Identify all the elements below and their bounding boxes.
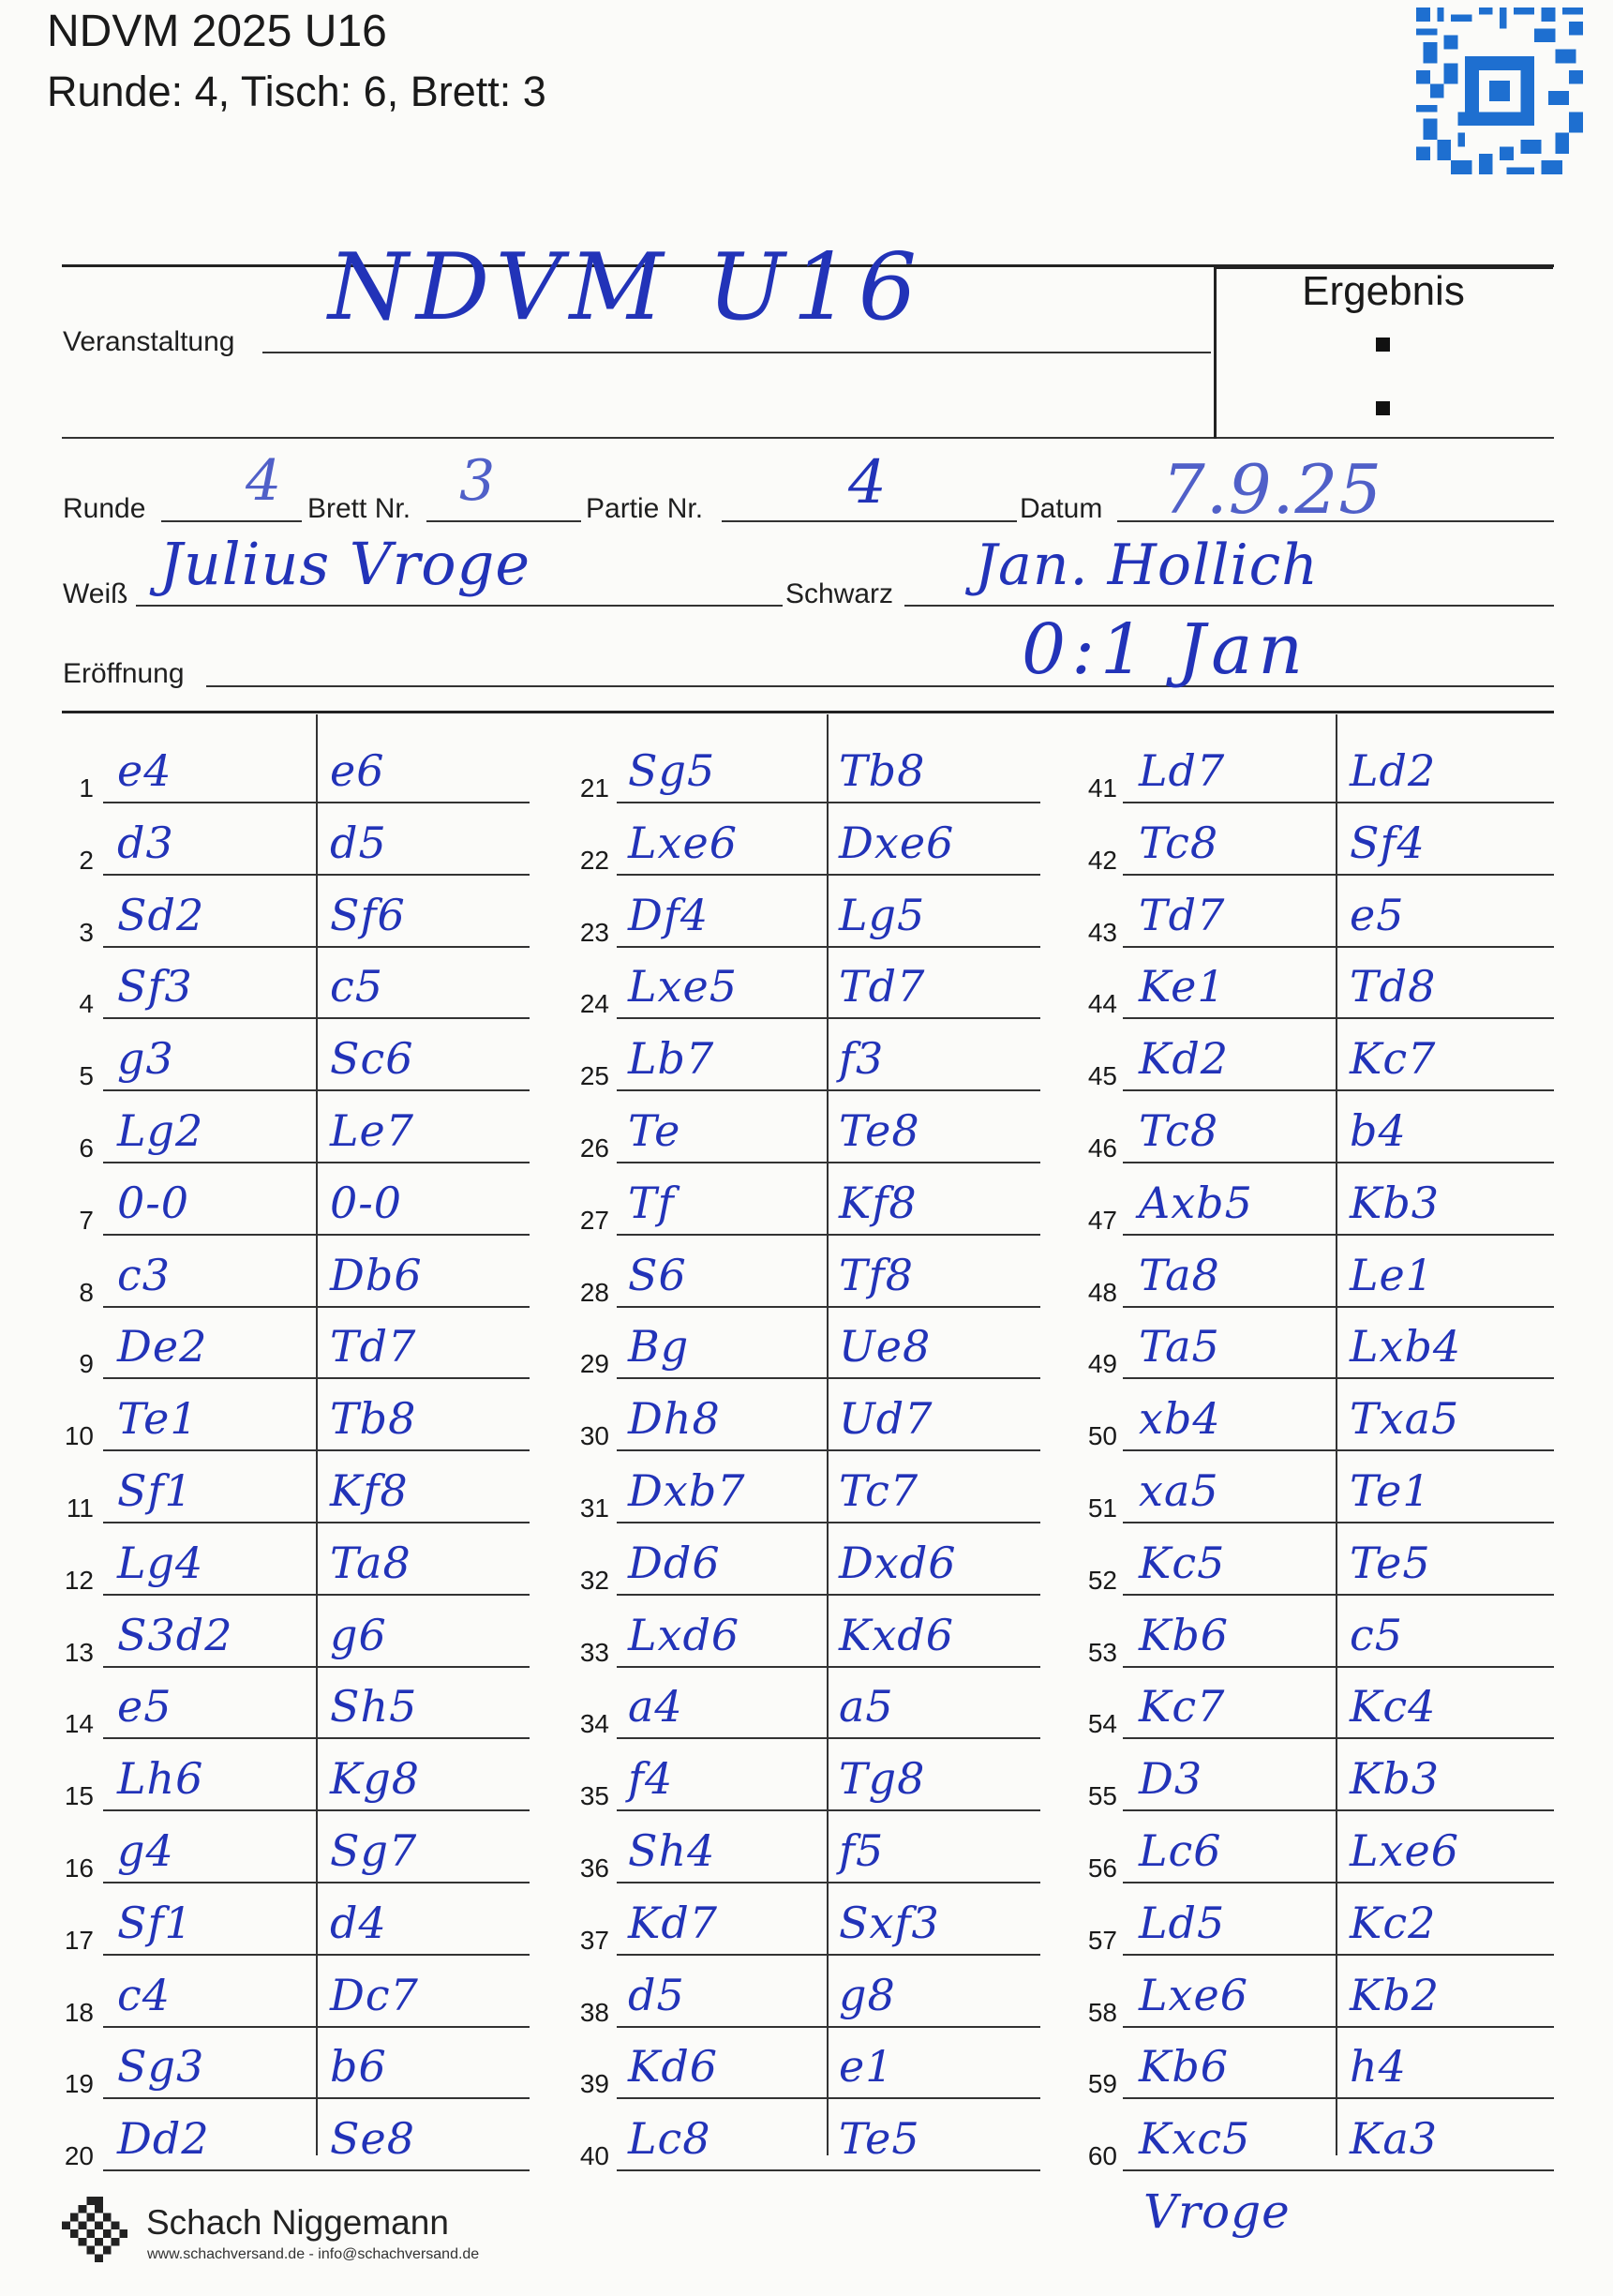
move-line [103, 946, 530, 948]
brett-value: 3 [459, 448, 497, 514]
move-line [103, 2026, 530, 2028]
move-line [103, 2097, 530, 2099]
white-move: c3 [117, 1250, 172, 1300]
move-line [617, 1594, 1040, 1596]
move-number: 27 [579, 1206, 609, 1235]
black-move: Sf4 [1350, 818, 1426, 868]
move-number: 54 [1087, 1709, 1117, 1738]
white-move: Ld5 [1139, 1898, 1226, 1948]
round-table-board: Runde: 4, Tisch: 6, Brett: 3 [47, 68, 546, 115]
move-number: 22 [579, 846, 609, 875]
move-line [617, 1162, 1040, 1163]
black-move: Ld2 [1350, 745, 1437, 796]
white-move: Kd7 [628, 1898, 719, 1948]
move-number: 53 [1087, 1638, 1117, 1667]
move-line [1123, 1089, 1554, 1091]
black-move: Te5 [839, 2113, 920, 2164]
move-line [103, 2169, 530, 2171]
move-number: 23 [579, 918, 609, 947]
black-move: b4 [1350, 1105, 1407, 1156]
black-move: a5 [839, 1681, 894, 1732]
schwarz-label: Schwarz [785, 578, 894, 609]
move-line [617, 2097, 1040, 2099]
move-line [103, 1234, 530, 1236]
move-number: 12 [64, 1566, 94, 1595]
datum-value: 7.9.25 [1162, 450, 1383, 529]
move-line [1123, 1449, 1554, 1451]
move-line [103, 1809, 530, 1811]
move-line [103, 1162, 530, 1163]
move-line [617, 1449, 1040, 1451]
move-number: 55 [1087, 1781, 1117, 1810]
move-line [1123, 1737, 1554, 1739]
move-line [617, 874, 1040, 876]
move-line [617, 1522, 1040, 1523]
move-line [617, 1306, 1040, 1308]
move-line [1123, 1522, 1554, 1523]
move-number: 58 [1087, 1998, 1117, 2027]
white-move: Ta8 [1139, 1250, 1220, 1300]
move-line [617, 1882, 1040, 1883]
move-number: 32 [579, 1566, 609, 1595]
white-move: Lc8 [628, 2113, 711, 2164]
black-move: Sg7 [330, 1825, 418, 1876]
black-move: Kf8 [330, 1465, 409, 1516]
white-move: Lg2 [117, 1105, 204, 1156]
move-number: 35 [579, 1781, 609, 1810]
move-line [1123, 1954, 1554, 1956]
black-move: Sh5 [330, 1681, 418, 1732]
black-move: Db6 [330, 1250, 423, 1300]
move-line [1123, 802, 1554, 803]
white-move: Sf1 [117, 1465, 193, 1516]
veranstaltung-value: NDVM U16 [328, 234, 925, 341]
white-move: Tf [628, 1178, 675, 1228]
white-move: Sg5 [628, 745, 716, 796]
move-number: 6 [79, 1133, 94, 1163]
black-move: Kc4 [1350, 1681, 1437, 1732]
move-line [103, 802, 530, 803]
black-move: Te5 [1350, 1538, 1431, 1588]
white-move: d3 [117, 818, 174, 868]
move-line [103, 1017, 530, 1019]
move-number: 3 [79, 918, 94, 947]
result-dot-top [1376, 338, 1390, 352]
move-line [1123, 1377, 1554, 1379]
white-move: Axb5 [1139, 1178, 1253, 1228]
black-move: Ka3 [1350, 2113, 1439, 2164]
move-line [617, 946, 1040, 948]
black-move: Ta8 [330, 1538, 411, 1588]
black-move: Ue8 [839, 1321, 932, 1372]
move-line [103, 1594, 530, 1596]
move-number: 46 [1087, 1133, 1117, 1163]
black-move: Kc2 [1350, 1898, 1437, 1948]
white-move: 0-0 [117, 1178, 190, 1228]
black-move: c5 [330, 961, 384, 1012]
move-number: 49 [1087, 1349, 1117, 1378]
white-move: Kd2 [1139, 1033, 1230, 1084]
black-move: Txa5 [1350, 1393, 1460, 1444]
black-move: g6 [330, 1610, 387, 1660]
white-move: Ke1 [1139, 961, 1226, 1012]
white-move: a4 [628, 1681, 683, 1732]
move-line [103, 1666, 530, 1668]
white-move: Lb7 [628, 1033, 715, 1084]
white-move: Lxe5 [628, 961, 738, 1012]
black-move: h4 [1350, 2041, 1407, 2092]
move-line [617, 1809, 1040, 1811]
white-move: Lh6 [117, 1753, 204, 1804]
white-move: e5 [117, 1681, 172, 1732]
black-move: d4 [330, 1898, 387, 1948]
black-move: Dxd6 [839, 1538, 957, 1588]
eroeffnung-label: Eröffnung [63, 658, 185, 689]
white-move: Lg4 [117, 1538, 204, 1588]
move-line [1123, 1809, 1554, 1811]
move-number: 44 [1087, 989, 1117, 1018]
white-move: Sf3 [117, 961, 193, 1012]
runde-value: 4 [246, 448, 283, 514]
black-move: 0-0 [330, 1178, 403, 1228]
white-move: Sf1 [117, 1898, 193, 1948]
chess-logo-icon [62, 2197, 127, 2262]
move-number: 38 [579, 1998, 609, 2027]
move-number: 25 [579, 1061, 609, 1090]
move-number: 48 [1087, 1278, 1117, 1307]
white-move: xa5 [1139, 1465, 1219, 1516]
black-move: Lxb4 [1350, 1321, 1462, 1372]
black-move: Kg8 [330, 1753, 421, 1804]
datum-label: Datum [1020, 493, 1103, 524]
move-number: 2 [79, 846, 94, 875]
black-move: Kf8 [839, 1178, 918, 1228]
column-separator [316, 714, 318, 2155]
move-number: 36 [579, 1853, 609, 1883]
white-move: Ld7 [1139, 745, 1226, 796]
white-move: S6 [628, 1250, 687, 1300]
white-move: Td7 [1139, 890, 1226, 940]
move-number: 19 [64, 2069, 94, 2098]
move-number: 28 [579, 1278, 609, 1307]
move-number: 7 [79, 1206, 94, 1235]
event-title: NDVM 2025 U16 [47, 7, 387, 56]
move-line [103, 1954, 530, 1956]
white-move: Dd6 [628, 1538, 721, 1588]
move-line [617, 2026, 1040, 2028]
move-line [103, 1449, 530, 1451]
move-number: 34 [579, 1709, 609, 1738]
black-move: Td7 [839, 961, 926, 1012]
move-line [617, 2169, 1040, 2171]
move-number: 17 [64, 1926, 94, 1955]
move-line [617, 1954, 1040, 1956]
white-move: Kxc5 [1139, 2113, 1251, 2164]
weiss-label: Weiß [63, 578, 128, 609]
move-line [1123, 1162, 1554, 1163]
black-move: Sc6 [330, 1033, 414, 1084]
move-number: 26 [579, 1133, 609, 1163]
black-move: Sxf3 [839, 1898, 940, 1948]
black-move: Sf6 [330, 890, 406, 940]
white-move: Lc6 [1139, 1825, 1222, 1876]
move-line [1123, 874, 1554, 876]
brett-label: Brett Nr. [307, 493, 411, 524]
move-number: 1 [79, 773, 94, 803]
move-number: 30 [579, 1421, 609, 1450]
move-line [1123, 2097, 1554, 2099]
signature: Vroge [1143, 2184, 1291, 2239]
move-number: 11 [66, 1493, 94, 1523]
move-line [1123, 2026, 1554, 2028]
move-number: 43 [1087, 918, 1117, 947]
move-line [617, 1666, 1040, 1668]
black-move: Dc7 [330, 1970, 419, 2020]
white-move: Kc5 [1139, 1538, 1226, 1588]
move-number: 41 [1087, 773, 1117, 803]
move-line [1123, 2169, 1554, 2171]
black-move: Td7 [330, 1321, 417, 1372]
move-number: 16 [64, 1853, 94, 1883]
move-line [1123, 1234, 1554, 1236]
black-move: Ud7 [839, 1393, 933, 1444]
result-label: Ergebnis [1302, 268, 1465, 314]
move-number: 13 [64, 1638, 94, 1667]
white-move: Lxe6 [628, 818, 738, 868]
result-note: 0:1 Jan [1022, 609, 1309, 690]
move-line [103, 1882, 530, 1883]
move-number: 24 [579, 989, 609, 1018]
black-move: b6 [330, 2041, 387, 2092]
move-number: 31 [579, 1493, 609, 1523]
qr-code-icon [1413, 8, 1586, 174]
black-move: e1 [839, 2041, 894, 2092]
move-line [103, 1737, 530, 1739]
black-move: f3 [839, 1033, 885, 1084]
black-move: Tb8 [330, 1393, 417, 1444]
move-line [1123, 1017, 1554, 1019]
white-move: Kd6 [628, 2041, 719, 2092]
move-number: 9 [79, 1349, 94, 1378]
black-move: Tg8 [839, 1753, 926, 1804]
black-move: Te8 [839, 1105, 920, 1156]
black-move: g8 [839, 1970, 896, 2020]
move-line [103, 1377, 530, 1379]
black-move: Tc7 [839, 1465, 919, 1516]
black-move: Lxe6 [1350, 1825, 1459, 1876]
weiss-value: Julius Vroge [159, 530, 531, 598]
column-separator [1336, 714, 1337, 2155]
move-number: 57 [1087, 1926, 1117, 1955]
move-number: 56 [1087, 1853, 1117, 1883]
white-move: d5 [628, 1970, 685, 2020]
column-separator [827, 714, 829, 2155]
move-line [103, 1306, 530, 1308]
black-move: Kc7 [1350, 1033, 1437, 1084]
black-move: Kb2 [1350, 1970, 1441, 2020]
white-move: c4 [117, 1970, 172, 2020]
move-number: 52 [1087, 1566, 1117, 1595]
black-move: Kb3 [1350, 1178, 1441, 1228]
move-line [617, 1089, 1040, 1091]
move-number: 47 [1087, 1206, 1117, 1235]
move-line [103, 1522, 530, 1523]
black-move: Tf8 [839, 1250, 914, 1300]
black-move: Tb8 [839, 745, 926, 796]
move-number: 29 [579, 1349, 609, 1378]
move-number: 51 [1087, 1493, 1117, 1523]
white-move: Te [628, 1105, 681, 1156]
runde-label: Runde [63, 493, 146, 524]
schwarz-value: Jan. Hollich [975, 533, 1319, 598]
move-number: 15 [64, 1781, 94, 1810]
white-move: Sg3 [117, 2041, 205, 2092]
move-number: 18 [64, 1998, 94, 2027]
veranstaltung-label: Veranstaltung [63, 326, 235, 357]
white-move: Dh8 [628, 1393, 721, 1444]
move-number: 10 [64, 1421, 94, 1450]
white-move: f4 [628, 1753, 674, 1804]
white-move: Dd2 [117, 2113, 210, 2164]
white-move: Kb6 [1139, 1610, 1230, 1660]
move-number: 37 [579, 1926, 609, 1955]
move-line [617, 1377, 1040, 1379]
move-number: 4 [79, 989, 94, 1018]
white-move: xb4 [1139, 1393, 1221, 1444]
move-number: 20 [64, 2141, 94, 2170]
move-number: 42 [1087, 846, 1117, 875]
move-number: 45 [1087, 1061, 1117, 1090]
move-line [103, 874, 530, 876]
move-number: 39 [579, 2069, 609, 2098]
white-move: Kb6 [1139, 2041, 1230, 2092]
move-number: 60 [1087, 2141, 1117, 2170]
footer-brand: Schach Niggemann [146, 2203, 449, 2242]
black-move: Te1 [1350, 1465, 1431, 1516]
move-line [617, 1737, 1040, 1739]
move-number: 40 [579, 2141, 609, 2170]
move-line [617, 1017, 1040, 1019]
move-line [617, 802, 1040, 803]
move-line [1123, 1594, 1554, 1596]
black-move: Td8 [1350, 961, 1437, 1012]
move-line [103, 1089, 530, 1091]
white-move: Ta5 [1139, 1321, 1220, 1372]
black-move: Dxe6 [839, 818, 955, 868]
move-line [1123, 1666, 1554, 1668]
result-dot-bottom [1376, 401, 1390, 415]
white-move: Sh4 [628, 1825, 716, 1876]
white-move: D3 [1139, 1753, 1203, 1804]
white-move: Tc8 [1139, 818, 1219, 868]
white-move: Lxe6 [1139, 1970, 1248, 2020]
move-number: 8 [79, 1278, 94, 1307]
black-move: e6 [330, 745, 385, 796]
black-move: Kxd6 [839, 1610, 955, 1660]
partie-label: Partie Nr. [586, 493, 704, 524]
move-line [1123, 1882, 1554, 1883]
black-move: f5 [839, 1825, 885, 1876]
black-move: Le1 [1350, 1250, 1435, 1300]
black-move: d5 [330, 818, 387, 868]
black-move: Se8 [330, 2113, 416, 2164]
move-number: 33 [579, 1638, 609, 1667]
move-line [617, 1234, 1040, 1236]
white-move: S3d2 [117, 1610, 233, 1660]
white-move: Df4 [628, 890, 709, 940]
move-number: 50 [1087, 1421, 1117, 1450]
partie-value: 4 [848, 448, 888, 518]
white-move: Te1 [117, 1393, 199, 1444]
black-move: Kb3 [1350, 1753, 1441, 1804]
white-move: Bg [628, 1321, 690, 1372]
move-line [1123, 1306, 1554, 1308]
white-move: Tc8 [1139, 1105, 1219, 1156]
white-move: Kc7 [1139, 1681, 1226, 1732]
black-move: Lg5 [839, 890, 926, 940]
white-move: Sd2 [117, 890, 205, 940]
move-line [1123, 946, 1554, 948]
white-move: g3 [117, 1033, 174, 1084]
footer-web: www.schachversand.de - info@schachversand.de [147, 2246, 480, 2262]
move-number: 59 [1087, 2069, 1117, 2098]
move-number: 21 [579, 773, 609, 803]
move-number: 5 [79, 1061, 94, 1090]
white-move: e4 [117, 745, 172, 796]
black-move: e5 [1350, 890, 1405, 940]
move-number: 14 [64, 1709, 94, 1738]
white-move: g4 [117, 1825, 174, 1876]
black-move: c5 [1350, 1610, 1404, 1660]
white-move: De2 [117, 1321, 208, 1372]
white-move: Dxb7 [628, 1465, 746, 1516]
black-move: Le7 [330, 1105, 415, 1156]
white-move: Lxd6 [628, 1610, 740, 1660]
